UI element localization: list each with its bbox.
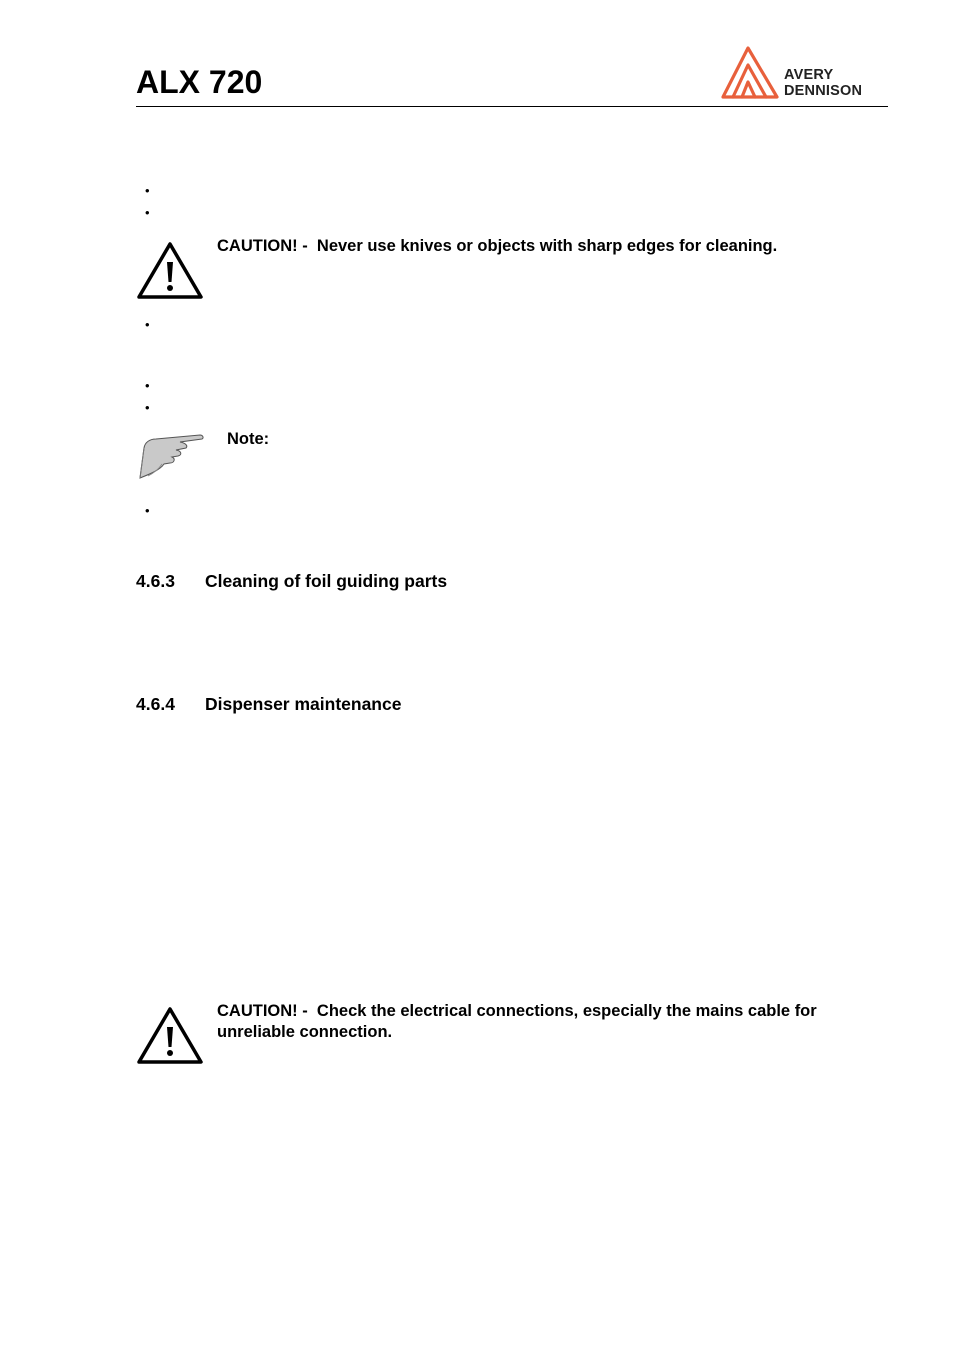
section-title: Cleaning of foil guiding parts — [205, 571, 448, 591]
caution-message-line1: Check the electrical connections, especially the mains cable for — [316, 1002, 817, 1020]
section-heading-4-6-3 — [136, 570, 447, 592]
section-heading-4-6-4 — [136, 693, 401, 715]
avery-dennison-logo — [720, 44, 890, 102]
caution-text-2 — [217, 1001, 817, 1043]
caution-text-1 — [217, 236, 777, 257]
pointing-hand-icon — [136, 430, 214, 482]
document-title: ALX 720 — [136, 64, 263, 100]
bullet-marker: • — [145, 183, 150, 198]
logo-text-dennison: DENNISON — [784, 83, 863, 99]
header-divider — [136, 106, 888, 107]
bullet-marker: • — [145, 378, 150, 393]
warning-triangle-icon — [136, 240, 204, 300]
warning-triangle-icon — [136, 1005, 204, 1065]
avery-dennison-logo-mark-icon — [720, 44, 782, 102]
section-number: 4.6.3 — [136, 571, 175, 591]
bullet-marker: • — [145, 317, 150, 332]
caution-label: CAUTION! - — [217, 1002, 308, 1020]
bullet-marker: • — [145, 503, 150, 518]
bullet-marker: • — [145, 205, 150, 220]
bullet-marker: • — [145, 400, 150, 415]
section-title: Dispenser maintenance — [205, 694, 402, 714]
caution-message-line2: unreliable connection. — [217, 1023, 393, 1041]
caution-label: CAUTION! - — [217, 237, 308, 255]
note-label: Note: — [227, 430, 270, 448]
logo-text-avery: AVERY — [784, 67, 834, 83]
caution-message: Never use knives or objects with sharp edges for cleaning. — [316, 237, 778, 255]
section-number: 4.6.4 — [136, 694, 175, 714]
